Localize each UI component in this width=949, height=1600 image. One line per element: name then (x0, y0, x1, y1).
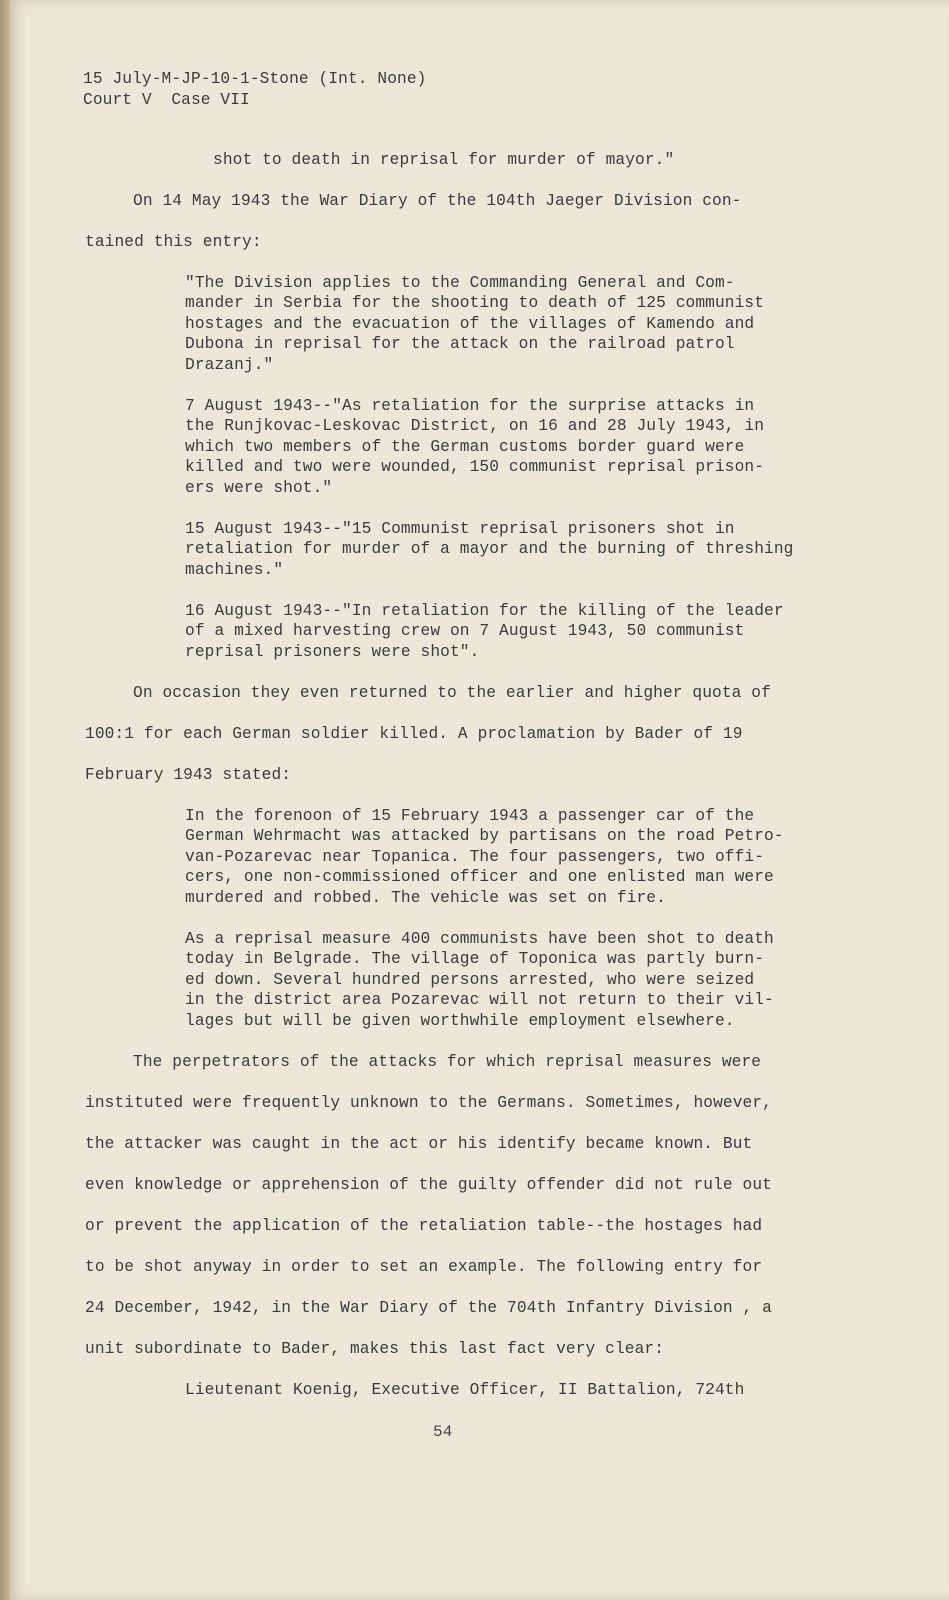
quote-line: mander in Serbia for the shooting to death of 125 communist (185, 294, 765, 312)
quote-line: the Runjkovac-Leskovac District, on 16 and 28 July 1943, in (185, 417, 765, 435)
text-line: On occasion they even returned to the earlier and higher quota of (133, 684, 771, 702)
quote-line: ers were shot." (185, 479, 333, 497)
page-edge (0, 0, 10, 1600)
quote-line: today in Belgrade. The village of Toponica was partly burn- (185, 950, 765, 968)
quote-line: lages but will be given worthwhile employment elsewhere. (185, 1012, 735, 1030)
text-line: Lieutenant Koenig, Executive Officer, II Battalion, 724th (185, 1381, 745, 1399)
text-line: the attacker was caught in the act or his identify became known. But (85, 1135, 753, 1153)
text-line: On 14 May 1943 the War Diary of the 104th Jaeger Division con- (133, 192, 742, 210)
quote-line: 16 August 1943--"In retaliation for the killing of the leader (185, 602, 784, 620)
document-page (10, 0, 949, 1600)
quote-line: As a reprisal measure 400 communists have been shot to death (185, 930, 774, 948)
page-number: 54 (433, 1423, 453, 1441)
text-line: instituted were frequently unknown to the Germans. Sometimes, however, (85, 1094, 772, 1112)
quote-line: Dubona in reprisal for the attack on the railroad patrol (185, 335, 735, 353)
quote-line: German Wehrmacht was attacked by partisans on the road Petro- (185, 827, 784, 845)
quote-line: retaliation for murder of a mayor and the burning of threshing (185, 540, 794, 558)
quote-line: 15 August 1943--"15 Communist reprisal prisoners shot in (185, 520, 735, 538)
quote-line: "The Division applies to the Commanding General and Com- (185, 274, 735, 292)
quote-line: hostages and the evacuation of the villages of Kamendo and (185, 315, 755, 333)
quote-line: Drazanj." (185, 356, 274, 374)
quote-line: murdered and robbed. The vehicle was set on fire. (185, 889, 666, 907)
quote-line: In the forenoon of 15 February 1943 a passenger car of the (185, 807, 755, 825)
header-line-1: 15 July-M-JP-10-1-Stone (Int. None) (83, 70, 427, 88)
quote-line: of a mixed harvesting crew on 7 August 1943, 50 communist (185, 622, 745, 640)
header-line-2: Court V Case VII (83, 91, 250, 109)
text-line: or prevent the application of the retaliation table--the hostages had (85, 1217, 763, 1235)
text-line: 24 December, 1942, in the War Diary of the 704th Infantry Division , a (85, 1299, 772, 1317)
quote-line: van-Pozarevac near Topanica. The four passengers, two offi- (185, 848, 765, 866)
text-line: even knowledge or apprehension of the guilty offender did not rule out (85, 1176, 772, 1194)
text-line: The perpetrators of the attacks for which reprisal measures were (133, 1053, 762, 1071)
text-line: tained this entry: (85, 233, 262, 251)
text-line: unit subordinate to Bader, makes this last fact very clear: (85, 1340, 665, 1358)
quote-line: in the district area Pozarevac will not return to their vil- (185, 991, 774, 1009)
quote-line: ed down. Several hundred persons arrested, who were seized (185, 971, 755, 989)
quote-line: which two members of the German customs border guard were (185, 438, 745, 456)
quote-line: reprisal prisoners were shot". (185, 643, 480, 661)
text-line: February 1943 stated: (85, 766, 292, 784)
quote-line: killed and two were wounded, 150 communist reprisal prison- (185, 458, 765, 476)
text-line: shot to death in reprisal for murder of mayor." (213, 151, 675, 169)
quote-line: machines." (185, 561, 284, 579)
quote-line: cers, one non-commissioned officer and one enlisted man were (185, 868, 774, 886)
text-line: 100:1 for each German soldier killed. A proclamation by Bader of 19 (85, 725, 743, 743)
text-line: to be shot anyway in order to set an example. The following entry for (85, 1258, 763, 1276)
quote-line: 7 August 1943--"As retaliation for the surprise attacks in (185, 397, 755, 415)
